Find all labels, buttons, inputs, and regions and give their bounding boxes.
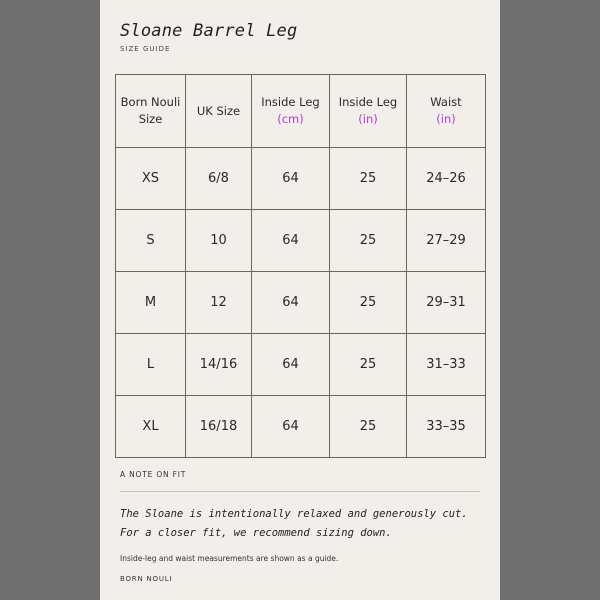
table-cell: 33–35	[407, 396, 486, 458]
column-header-inside-leg-cm	[252, 75, 330, 148]
table-cell: S	[116, 210, 186, 272]
table-cell: 64	[252, 334, 330, 396]
table-cell: XL	[116, 396, 186, 458]
table-cell: 25	[330, 272, 407, 334]
brand-name: BORN NOULI	[120, 575, 173, 583]
column-header-inside-leg-in	[330, 75, 407, 148]
column-header-label: Inside Leg	[338, 95, 398, 109]
column-header-uk-size	[186, 75, 252, 148]
table-row	[116, 396, 486, 458]
table-cell: 64	[252, 210, 330, 272]
fit-note-line: The Sloane is intentionally relaxed and generously cut.	[120, 508, 468, 520]
column-header-label: UK Size	[196, 103, 241, 118]
table-cell: 6/8	[186, 148, 252, 210]
table-row	[116, 334, 486, 396]
table-cell: XS	[116, 148, 186, 210]
table-row	[116, 148, 486, 210]
table-cell: 64	[252, 148, 330, 210]
table-cell: 10	[186, 210, 252, 272]
table-cell: 25	[330, 210, 407, 272]
table-cell: 64	[252, 272, 330, 334]
table-cell: 31–33	[407, 334, 486, 396]
table-cell: M	[116, 272, 186, 334]
column-header-unit: (cm)	[277, 112, 304, 126]
column-header-unit: (in)	[436, 112, 456, 126]
table-cell: 14/16	[186, 334, 252, 396]
table-cell: 27–29	[407, 210, 486, 272]
table-cell: 12	[186, 272, 252, 334]
table-row	[116, 272, 486, 334]
column-header-label: Waist	[430, 95, 462, 109]
fit-note-line: For a closer fit, we recommend sizing down.	[120, 527, 392, 539]
column-header-unit: (in)	[358, 112, 378, 126]
table-row	[116, 210, 486, 272]
table-cell: 24–26	[407, 148, 486, 210]
table-cell: L	[116, 334, 186, 396]
page-title: Sloane Barrel Leg	[120, 21, 298, 41]
page-subtitle: SIZE GUIDE	[120, 45, 171, 53]
column-header-label: Size	[138, 112, 163, 126]
measurement-disclaimer: Inside-leg and waist measurements are shown as a guide.	[120, 554, 339, 563]
fit-note-label: A NOTE ON FIT	[120, 470, 187, 479]
fit-note-text	[120, 505, 468, 543]
table-header-row	[116, 75, 486, 148]
size-guide-page	[100, 0, 500, 600]
table-cell: 25	[330, 334, 407, 396]
table-cell: 64	[252, 396, 330, 458]
column-header-label: Born Nouli	[120, 95, 181, 109]
divider	[120, 491, 480, 492]
table-cell: 16/18	[186, 396, 252, 458]
size-table	[115, 74, 486, 458]
column-header-born-nouli-size	[116, 75, 186, 148]
column-header-waist	[407, 75, 486, 148]
table-cell: 29–31	[407, 272, 486, 334]
table-cell: 25	[330, 396, 407, 458]
table-cell: 25	[330, 148, 407, 210]
column-header-label: Inside Leg	[261, 95, 320, 109]
